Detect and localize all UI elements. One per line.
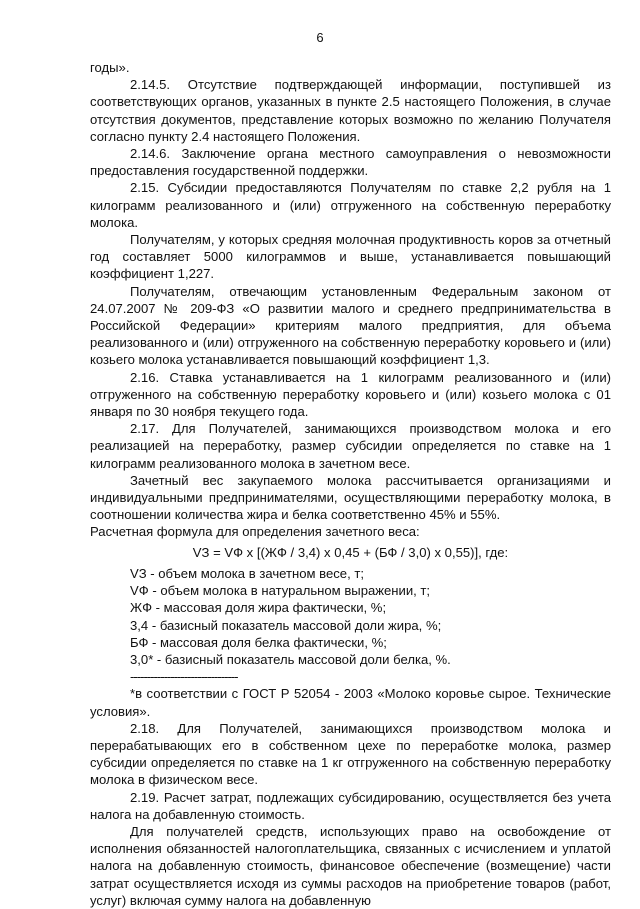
definition-item: ЖФ - массовая доля жира фактически, %; xyxy=(130,600,387,616)
paragraph-formula-intro: Расчетная формула для определения зачетного веса: xyxy=(90,524,420,540)
paragraph-vat-exemption: Для получателей средств, использующих право на освобождение от исполнения обязанностей налогоплательщика, связанных с исчислением и уплатой налога на добавленную стоимость, финансовое обеспечение (возмещение) части затрат осуществляется исходя из суммы расходов на приобретение товаров (работ, услуг) включая сумму налога на добавленную xyxy=(90,823,611,908)
paragraph-2-14-5: 2.14.5. Отсутствие подтверждающей информации, поступившей из соответствующих органов, указанных в пункте 2.5 настоящего Положения, в случае отсутствия документов, представление которых возможно по желанию Получателя согласно пункту 2.4 настоящего Положения. xyxy=(90,77,611,144)
definition-item: 3,0* - базисный показатель массовой доли белка, %. xyxy=(130,651,451,667)
footnote: *в соответствии с ГОСТ Р 52054 - 2003 «Молоко коровье сырое. Технические условия». xyxy=(90,686,611,719)
definition-item: БФ - массовая доля белка фактически, %; xyxy=(130,634,387,650)
formula: VЗ = VФ x [(ЖФ / 3,4) x 0,45 + (БФ / 3,0) x 0,55)], где: xyxy=(192,544,509,560)
paragraph-zachetny-ves: Зачетный вес закупаемого молока рассчитывается организациями и индивидуальными предпринимателями, осуществляющими переработку молока, в соотношении количества жира и белка соответственно 45% и 55%. xyxy=(90,472,611,523)
paragraph-coefficient-1227: Получателям, у которых средняя молочная продуктивность коров за отчетный год составляет 5000 килограммов и выше, устанавливается повышающий коэффициент 1,227. xyxy=(90,232,611,282)
paragraph-coefficient-13: Получателям, отвечающим установленным Федеральным законом от 24.07.2007 № 209-ФЗ «О развитии малого и среднего предпринимательства в Российской Федерации» критериям малого предприятия, для объема реализованного и (или) отгруженного на собственную переработку коровьего и (или) козьего молока устанавливается повышающий коэффициент 1,3. xyxy=(90,283,611,368)
definition-item: 3,4 - базисный показатель массовой доли жира, %; xyxy=(130,617,442,633)
definition-item: VЗ - объем молока в зачетном весе, т; xyxy=(130,565,364,581)
document-body xyxy=(90,59,611,909)
page-number: 6 xyxy=(316,30,324,45)
definition-list xyxy=(90,565,611,668)
paragraph-continuation: годы». xyxy=(90,60,130,75)
paragraph-2-19: 2.19. Расчет затрат, подлежащих субсидированию, осуществляется без учета налога на добавленную стоимость. xyxy=(90,789,611,822)
definition-item: VФ - объем молока в натуральном выражении, т; xyxy=(130,583,431,599)
paragraph-2-18: 2.18. Для Получателей, занимающихся производством молока и перерабатывающих его в собственном цехе по переработке молока, размер субсидии определяется по ставке на 1 кг отгруженного на собственную переработку молока в физическом весе. xyxy=(90,720,611,788)
footnote-separator: -------------------------------- xyxy=(130,669,238,685)
paragraph-2-14-6: 2.14.6. Заключение органа местного самоуправления о невозможности предоставления государственной поддержки. xyxy=(90,146,611,179)
paragraph-2-16: 2.16. Ставка устанавливается на 1 килограмм реализованного и (или) отгруженного на собственную переработку коровьего и (или) козьего молока с 01 января по 30 ноября текущего года. xyxy=(90,369,611,420)
paragraph-2-15: 2.15. Субсидии предоставляются Получателям по ставке 2,2 рубля на 1 килограмм реализованного и (или) отгруженного на собственную переработку молока. xyxy=(90,180,611,230)
paragraph-2-17: 2.17. Для Получателей, занимающихся производством молока и его реализацией на переработку, размер субсидии определяется по ставке на 1 килограмм реализованного молока в зачетном весе. xyxy=(90,421,611,471)
